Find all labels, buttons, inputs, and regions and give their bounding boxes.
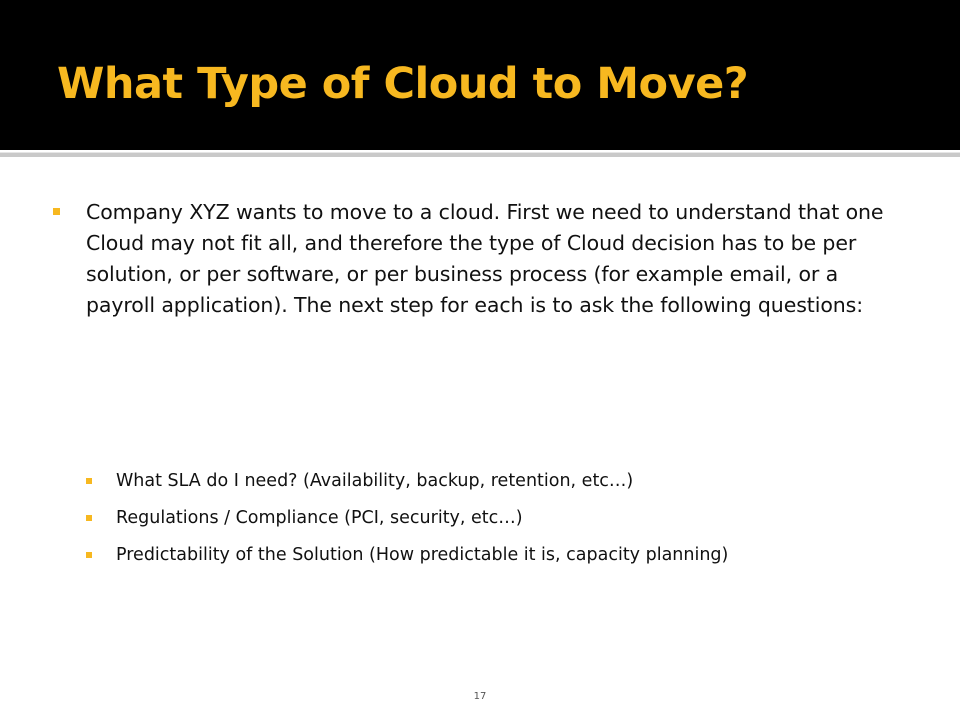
bullet-square-icon — [53, 208, 60, 215]
bullet-square-icon — [86, 515, 92, 521]
title-divider — [0, 152, 960, 157]
sub-bullet-text: What SLA do I need? (Availability, backup, retention, etc…) — [116, 471, 634, 491]
main-bullet-text: Company XYZ wants to move to a cloud. First we need to understand that one Cloud may not fit all, and therefore the type of Cloud decision has to be per solution, or per software, or per business process (for example email, or a payroll application). The next step for each is to ask the following questions: — [86, 200, 884, 317]
sub-bullet-text: Predictability of the Solution (How predictable it is, capacity planning) — [116, 545, 729, 565]
page-number: 17 — [473, 691, 487, 702]
slide-title: What Type of Cloud to Move? — [57, 59, 749, 109]
bullet-square-icon — [86, 478, 92, 484]
title-bar — [0, 0, 960, 150]
sub-bullet-text: Regulations / Compliance (PCI, security, etc…) — [116, 508, 523, 528]
bullet-square-icon — [86, 552, 92, 558]
